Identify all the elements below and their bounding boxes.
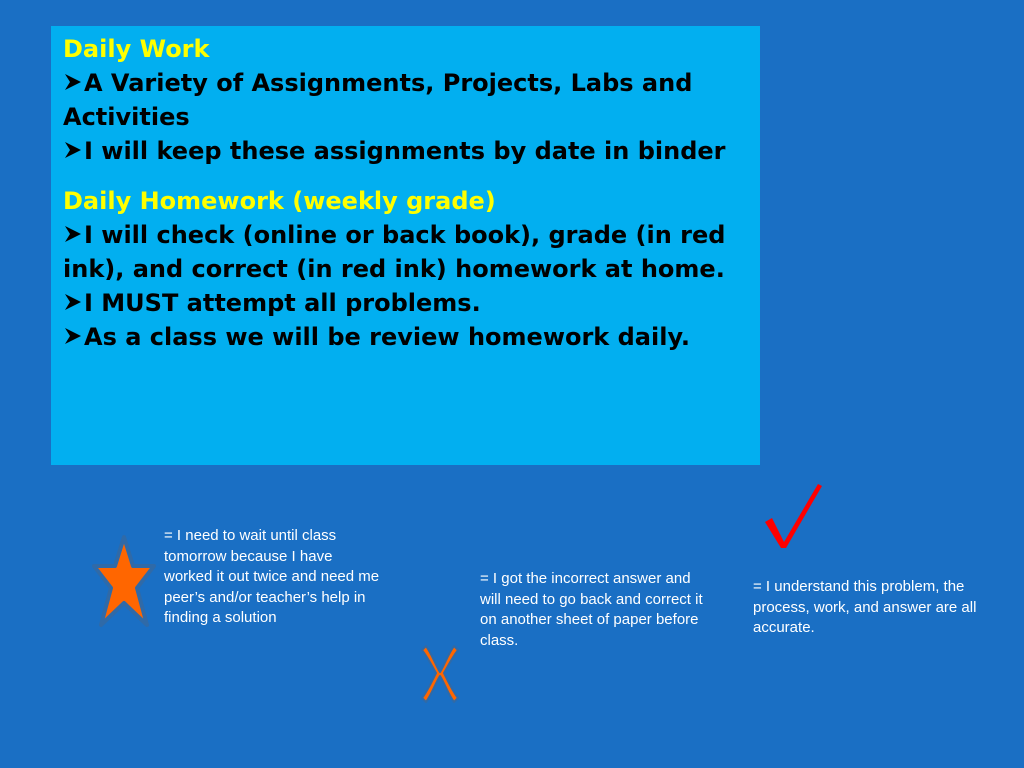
check-mark-icon [762,480,824,550]
arrowhead-bullet-icon [63,224,83,244]
arrowhead-bullet-icon [63,292,83,312]
bullet-item [63,66,750,134]
bullet-item [63,218,750,286]
star-icon [92,533,156,629]
arrowhead-bullet-icon [63,140,83,160]
arrowhead-bullet-icon [63,326,83,346]
x-legend-text: = I got the incorrect answer and will need to go back and correct it on another sheet of paper before class. [480,570,703,649]
check-legend-text: = I understand this problem, the process, work, and answer are all accurate. [753,578,977,637]
daily-work-heading: Daily Work [63,35,210,63]
daily-homework-heading: Daily Homework (weekly grade) [63,187,496,215]
x-mark-icon [418,640,462,704]
bullet-text: I will check (online or back book), grade (in red ink), and correct (in red ink) homework at home. [63,221,726,283]
star-legend-text: = I need to wait until class tomorrow because I have worked it out twice and need me peer’s and/or teacher’s help in finding a solution [164,527,380,627]
bullet-text: I MUST attempt all problems. [84,289,481,317]
bullet-text: I will keep these assignments by date in binder [84,137,726,165]
bullet-text: As a class we will be review homework daily. [84,323,691,351]
bullet-item [63,134,750,168]
arrowhead-bullet-icon [63,72,83,92]
bullet-text: A Variety of Assignments, Projects, Labs and Activities [63,69,693,131]
content-box [51,26,760,465]
bullet-item [63,320,750,354]
bullet-item [63,286,750,320]
